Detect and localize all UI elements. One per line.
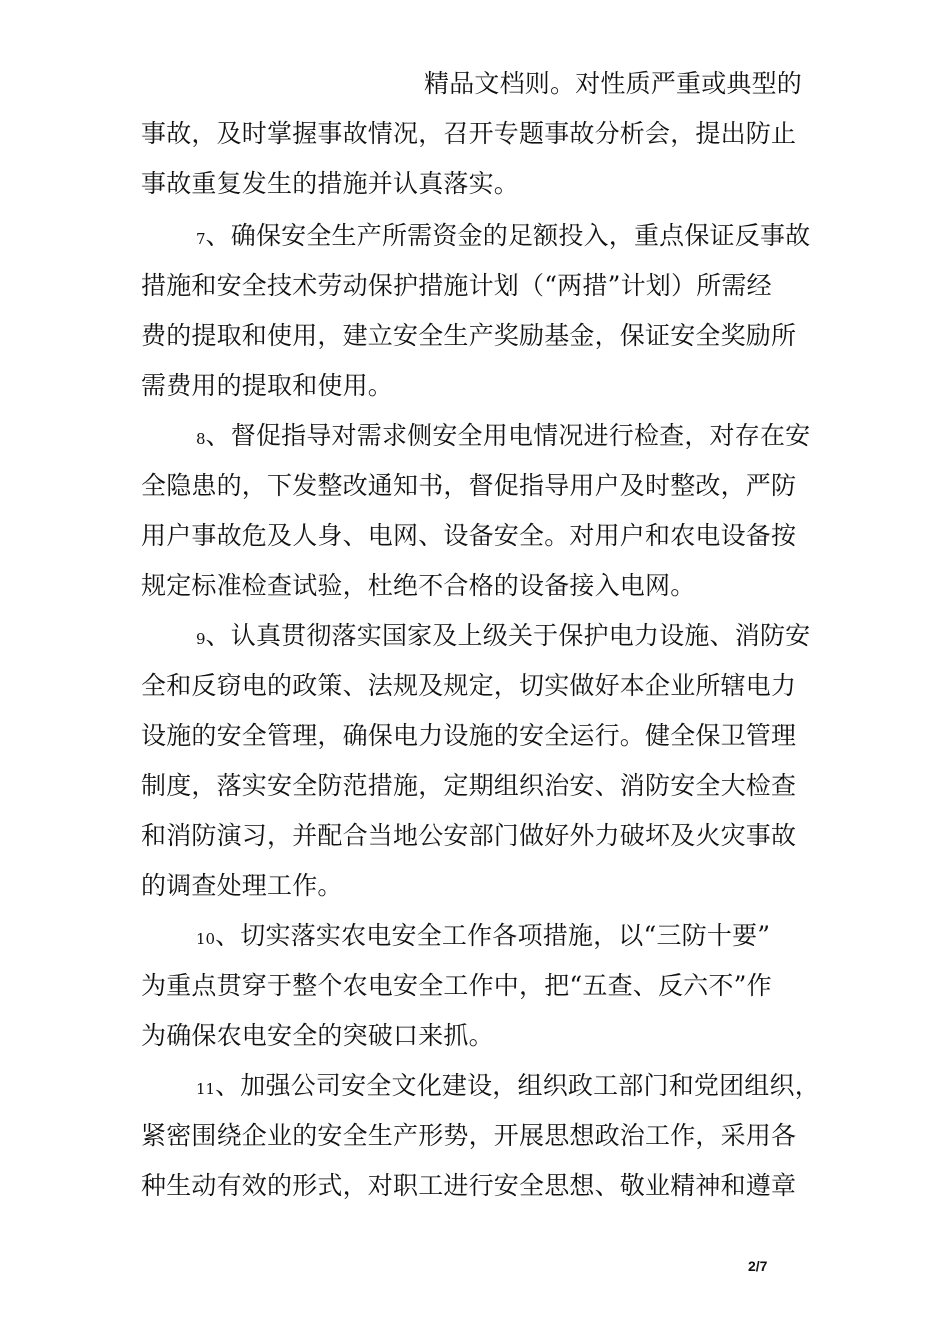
paragraph-line: 设施的安全管理，确保电力设施的安全运行。健全保卫管理 bbox=[141, 721, 797, 750]
paragraph-line-text: 、切实落实农电安全工作各项措施，以“三防十要” bbox=[215, 921, 771, 950]
item-number: 7 bbox=[196, 230, 206, 248]
paragraph-line: 规定标准检查试验，杜绝不合格的设备接入电网。 bbox=[141, 571, 696, 600]
paragraph-line-text: 、加强公司安全文化建设，组织政工部门和党团组织， bbox=[215, 1071, 820, 1100]
item-number: 8 bbox=[196, 430, 206, 448]
paragraph-line-text: 、确保安全生产所需资金的足额投入，重点保证反事故 bbox=[205, 221, 811, 250]
paragraph-line: 全和反窃电的政策、法规及规定，切实做好本企业所辖电力 bbox=[141, 671, 797, 700]
paragraph-line: 措施和安全技术劳动保护措施计划（“两措”计划）所需经 bbox=[141, 271, 772, 300]
page-number: 2/7 bbox=[748, 1258, 768, 1274]
paragraph-line-text: 、认真贯彻落实国家及上级关于保护电力设施、消防安 bbox=[205, 621, 811, 650]
paragraph-first-line bbox=[196, 620, 810, 655]
paragraph-line: 用户事故危及人身、电网、设备安全。对用户和农电设备按 bbox=[141, 521, 797, 550]
paragraph-line: 费的提取和使用，建立安全生产奖励基金，保证安全奖励所 bbox=[141, 321, 797, 350]
paragraph-line: 种生动有效的形式，对职工进行安全思想、敬业精神和遵章 bbox=[141, 1171, 797, 1200]
paragraph-line: 为重点贯穿于整个农电安全工作中，把“五查、反六不”作 bbox=[141, 971, 772, 1000]
item-number: 11 bbox=[196, 1080, 216, 1098]
paragraph-line: 制度，落实安全防范措施，定期组织治安、消防安全大检查 bbox=[141, 771, 797, 800]
paragraph-line: 事故重复发生的措施并认真落实。 bbox=[141, 169, 520, 198]
paragraph-line: 精品文档则。对性质严重或典型的 bbox=[424, 69, 803, 98]
paragraph-first-line bbox=[196, 1070, 820, 1105]
paragraph-line: 全隐患的，下发整改通知书，督促指导用户及时整改，严防 bbox=[141, 471, 797, 500]
paragraph-first-line bbox=[196, 920, 770, 955]
paragraph-first-line bbox=[196, 220, 810, 255]
paragraph-line-text: 、督促指导对需求侧安全用电情况进行检查，对存在安 bbox=[205, 421, 811, 450]
paragraph-line: 紧密围绕企业的安全生产形势，开展思想政治工作，采用各 bbox=[141, 1121, 797, 1150]
paragraph-line: 事故，及时掌握事故情况，召开专题事故分析会，提出防止 bbox=[141, 119, 797, 148]
paragraph-line: 的调查处理工作。 bbox=[141, 871, 343, 900]
paragraph-line: 和消防演习，并配合当地公安部门做好外力破坏及火灾事故 bbox=[141, 821, 797, 850]
paragraph-line: 为确保农电安全的突破口来抓。 bbox=[141, 1021, 494, 1050]
paragraph-line: 需费用的提取和使用。 bbox=[141, 371, 394, 400]
item-number: 10 bbox=[196, 930, 216, 948]
paragraph-first-line bbox=[196, 420, 810, 455]
item-number: 9 bbox=[196, 630, 206, 648]
